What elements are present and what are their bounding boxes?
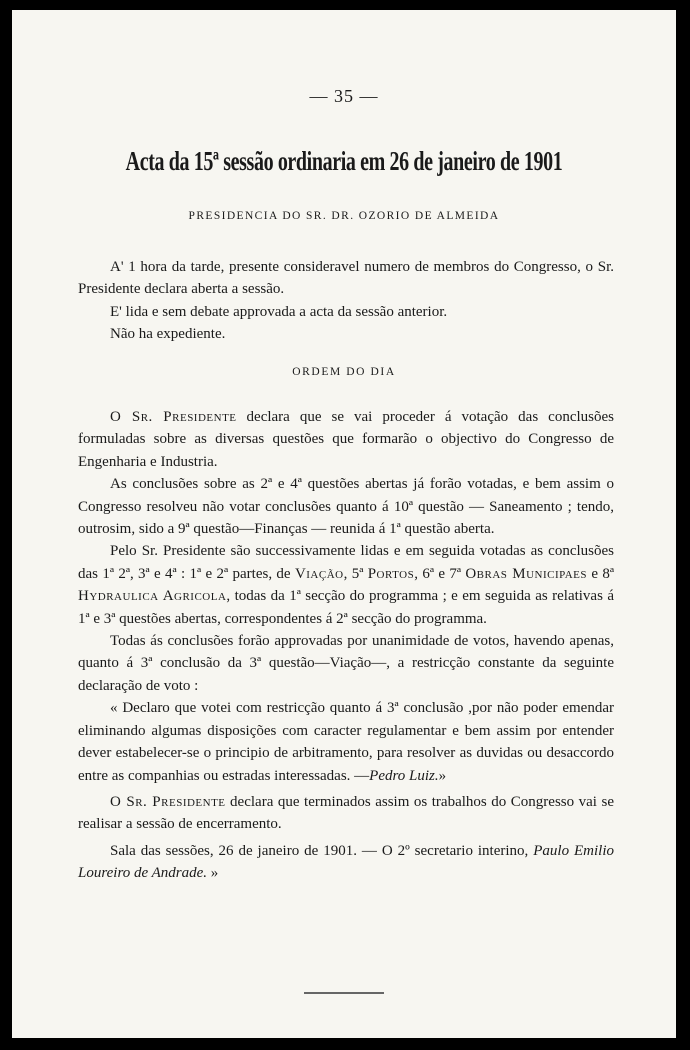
expediente-paragraph: Não ha expediente.	[110, 326, 226, 343]
quote-text: « Declaro que votei com restricção quanto á 3ª conclusão ,por não poder emendar eliminando algumas disposições com caracter regulamentar e bem assim por entender dever estabelecer-se o principio de arbitramento, para resolver as duvidas ou desaccordo entre as companhias ou estradas interessadas. —	[78, 700, 614, 784]
paragraph-4: Todas ás conclusões forão approvadas por unanimidade de votos, havendo apenas, quanto á 3ª conclusão da 3ª questão—Viação—, a restricção constante da seguinte declaração de voto :	[78, 633, 614, 694]
paragraph-7	[78, 840, 614, 885]
main-text	[78, 406, 614, 885]
opening-paragraph: A' 1 hora da tarde, presente consideravel numero de membros do Congresso, o Sr. Presidente declara aberta a sessão.	[78, 259, 614, 298]
paragraph-text: Pelo Sr. Presidente são successivamente lidas e em seguida votadas as conclusões das 1ª 2ª, 3ª e 4ª : 1ª e 2ª partes, de	[78, 543, 614, 582]
presidency-line: PRESIDENCIA DO SR. DR. OZORIO DE ALMEIDA	[188, 210, 500, 222]
paragraph-1	[78, 406, 614, 473]
paragraph-text: e 8ª	[587, 565, 615, 582]
section-heading: ORDEM DO DIA	[292, 366, 396, 378]
paragraph-text: , 6ª e 7ª	[414, 565, 466, 582]
topic-viacao: Viação	[294, 565, 344, 582]
signature: Pedro Luiz.	[369, 767, 439, 784]
opening-block	[78, 256, 614, 346]
page-title: Acta da 15ª sessão ordinaria em 26 de janeiro de 1901	[125, 146, 563, 176]
paragraph-text: declara que terminados assim os trabalhos do Congresso vai se realisar a sessão de encerramento.	[78, 793, 614, 833]
paragraph-5-quote	[78, 697, 614, 787]
paragraph-6	[78, 791, 614, 836]
paragraph-text: , todas da 1ª secção do programma ; e em seguida as relativas á 1ª e 3ª questões abertas, correspondentes á 2ª secção do programma.	[78, 588, 614, 627]
secretary-name: Paulo Emilio Loureiro de Andrade.	[78, 842, 614, 882]
paragraph-text: Sala das sessões, 26 de janeiro de 1901. — O 2º secretario interino,	[110, 842, 534, 859]
topic-hydraulica: Hydraulica Agricola	[78, 588, 227, 605]
minutes-paragraph: E' lida e sem debate approvada a acta da sessão anterior.	[110, 303, 448, 320]
end-ornament	[304, 992, 384, 994]
topic-obras: Obras Municipaes	[465, 565, 588, 582]
paragraph-text: , 5ª	[343, 565, 368, 582]
document-page	[12, 10, 676, 1038]
paragraph-text: declara que se vai proceder á votação das conclusões formuladas sobre as diversas questões que formarão o objectivo do Congresso de Engenharia e Industria.	[78, 409, 614, 470]
quote-close: »	[207, 865, 219, 882]
paragraph-3	[78, 540, 614, 630]
speaker-name: O Sr. Presidente	[110, 409, 237, 425]
page-number: — 35 —	[309, 86, 379, 106]
speaker-name: O Sr. Presidente	[110, 793, 226, 810]
topic-portos: Portos	[367, 565, 415, 582]
paragraph-2: As conclusões sobre as 2ª e 4ª questões abertas já forão votadas, e bem assim o Congresso resolveu não votar conclusões quanto á 10ª questão — Saneamento ; tendo, outrosim, sido a 9ª questão—Finanças — reunida á 1ª questão aberta.	[78, 476, 614, 538]
quote-close: »	[438, 767, 447, 784]
